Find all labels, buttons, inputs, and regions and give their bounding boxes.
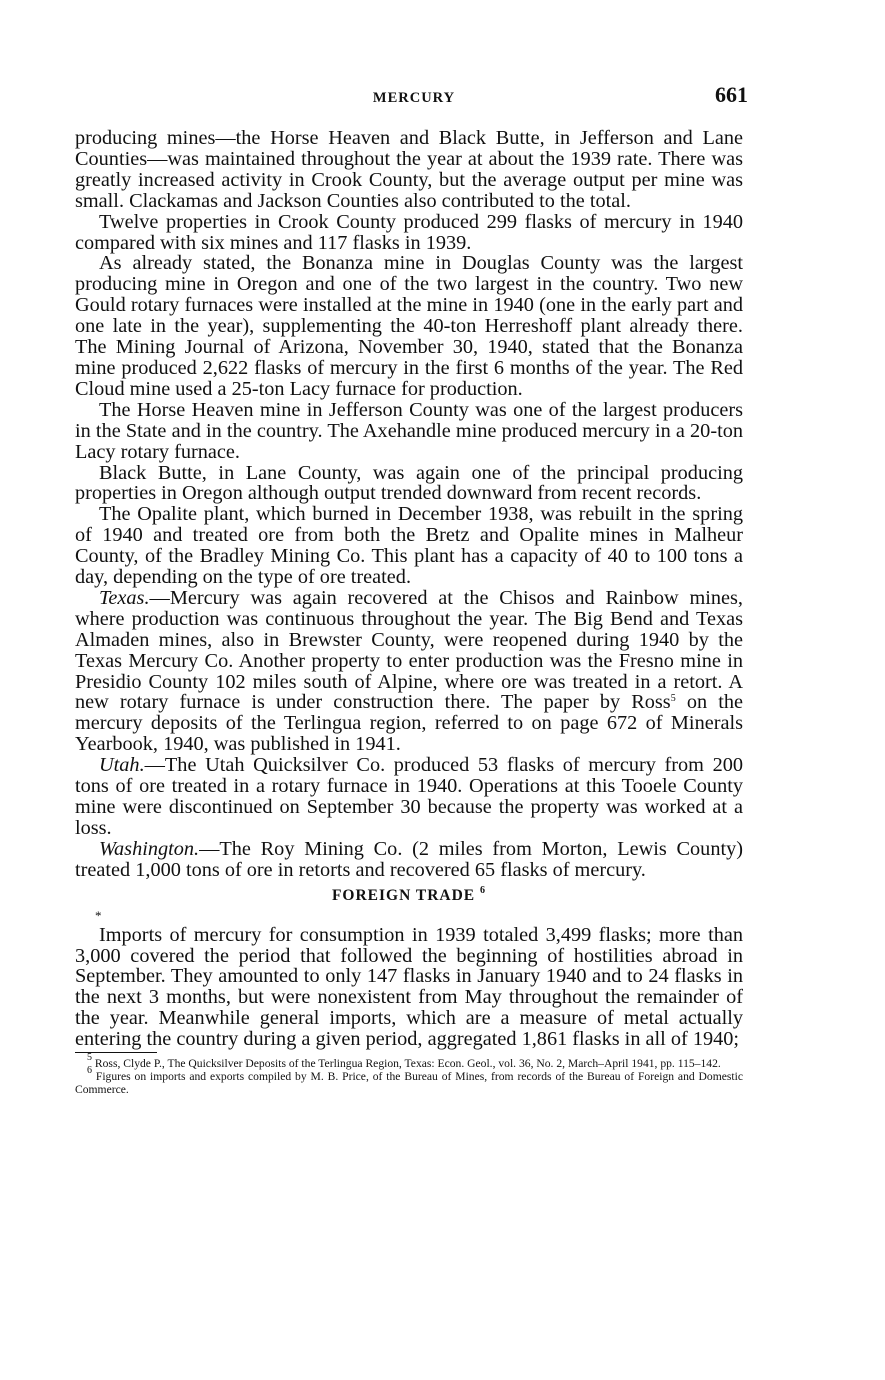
paragraph: The Horse Heaven mine in Jefferson County was one of the largest producers in the State and in the country. The Axehandle mine produced mercury in a 20-ton Lacy rotary furnace. xyxy=(75,398,743,463)
footnote-text: Figures on imports and exports compiled by M. B. Price, of the Bureau of Mines, from records of the Bureau of Foreign and Domestic Commerce. xyxy=(75,1070,743,1097)
paragraph-foreign-trade: Imports of mercury for consumption in 1939 totaled 3,499 flasks; more than 3,000 covered the period that followed the beginning of hostilities abroad in September. They amounted to only 147 flasks in January 1940 and to 24 flasks in the next 3 months, but were nonexistent from May throughout the remainder of the year. Meanwhile general imports, which are a measure of metal actually entering the country during a given period, aggregated 1,861 flasks in all of 1940; xyxy=(75,923,743,1051)
footnote-number: 6 xyxy=(87,1065,92,1077)
footnote-5 xyxy=(75,1052,743,1071)
page-header xyxy=(80,82,748,122)
margin-mark: * xyxy=(95,907,102,923)
state-heading-washington: Washington. xyxy=(99,837,200,860)
paragraph-washington xyxy=(75,839,743,881)
paragraph: producing mines—the Horse Heaven and Black Butte, in Jefferson and Lane Counties—was maintained throughout the year at about the 1939 rate. There was greatly increased activity in Crook County, but the average output per mine was small. Clackamas and Jackson Counties also contributed to the total. xyxy=(75,127,743,212)
running-head: MERCURY xyxy=(372,90,456,106)
section-heading xyxy=(75,883,743,909)
paragraph-text: —The Roy Mining Co. (2 miles from Morton, Lewis County) treated 1,000 tons of ore in retorts and recovered 65 flasks of mercury. xyxy=(75,837,743,881)
paragraph-text: —Mercury was again recovered at the Chisos and Rainbow mines, where production was continuous throughout the year. The Big Bend and Texas Almaden mines, also in Brewster County, were reopened during 1940 by the Texas Mercury Co. Another property to enter production was the Fresno mine in Presidio County 102 miles south of Alpine, where ore was treated in a retort. A new rotary furnace is under construction there. The paper by Ross xyxy=(75,586,743,714)
state-heading-utah: Utah. xyxy=(99,754,145,777)
paragraph: As already stated, the Bonanza mine in Douglas County was the largest producing mine in Oregon and one of the two largest in the country. Two new Gould rotary furnaces were installed at the mine in 1940 (one in the early part and one late in the year), supplementing the 40-ton Herreshoff plant already there. The Mining Journal of Arizona, November 30, 1940, stated that the Bonanza mine produced 2,622 flasks of mercury in the first 6 months of the year. The Red Cloud mine used a 25-ton Lacy furnace for production. xyxy=(75,252,743,400)
paragraph: Twelve properties in Crook County produced 299 flasks of mercury in 1940 compared with six mines and 117 flasks in 1939. xyxy=(75,210,743,254)
footnote-ref: 5 xyxy=(670,693,676,705)
section-title: FOREIGN TRADE xyxy=(331,886,476,904)
paragraph-text: on the mercury deposits of the Terlingua region, referred to on page 672 of Minerals Yearbook, 1940, was published in 1941. xyxy=(75,691,743,756)
footnote-text: Ross, Clyde P., The Quicksilver Deposits of the Terlingua Region, Texas: Econ. Geol., vol. 36, No. 2, March–April 1941, pp. 115–142. xyxy=(92,1057,721,1071)
paragraph-utah xyxy=(75,755,743,839)
footnote-number: 5 xyxy=(87,1052,92,1064)
body-text xyxy=(75,128,743,1096)
footnote-ref: 6 xyxy=(480,884,487,896)
paragraph: The Opalite plant, which burned in December 1938, was rebuilt in the spring of 1940 and treated ore from both the Bretz and Opalite mines in Malheur County, of the Bradley Mining Co. This plant has a capacity of 40 to 100 tons a day, depending on the type of ore treated. xyxy=(75,503,743,589)
paragraph-texas xyxy=(75,588,743,755)
paragraph-text: —The Utah Quicksilver Co. produced 53 flasks of mercury from 200 tons of ore treated in a rotary furnace in 1940. Operations at this Tooele County mine were discontinued on September 30 because the property was worked at a loss. xyxy=(75,754,743,839)
page-number: 661 xyxy=(715,82,748,107)
state-heading-texas: Texas. xyxy=(99,586,150,609)
footnote-6 xyxy=(75,1065,743,1097)
paragraph: Black Butte, in Lane County, was again one of the principal producing properties in Oregon although output trended downward from recent records. xyxy=(75,461,743,505)
